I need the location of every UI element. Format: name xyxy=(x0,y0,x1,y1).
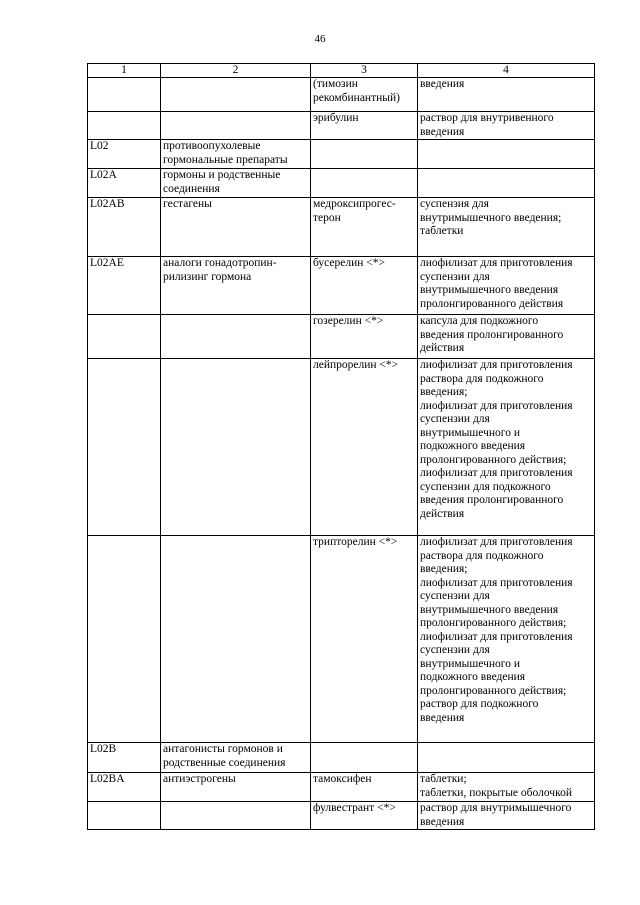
drug-name-cell: фулвестрант <*> xyxy=(311,802,418,830)
atc-code-cell xyxy=(88,78,161,112)
dosage-form-cell: раствор для внутримышечного введения xyxy=(418,802,595,830)
drug-name-cell: гозерелин <*> xyxy=(311,315,418,359)
dosage-form-cell: лиофилизат для приготовления раствора для подкожного введения; лиофилизат для приготовления суспензии для внутримышечного и подкожного введения пролонгированного действия; лиофилизат для приготовления суспензии для подкожного введения пролонгированного действия xyxy=(418,359,595,536)
column-header-1: 1 xyxy=(88,64,161,78)
page-number: 46 xyxy=(314,33,326,45)
table-row xyxy=(88,773,595,802)
atc-code-cell xyxy=(88,112,161,140)
drug-name-cell: бусерелин <*> xyxy=(311,257,418,315)
drug-name-cell xyxy=(311,169,418,198)
group-name-cell xyxy=(161,359,311,536)
drug-name-cell xyxy=(311,743,418,773)
dosage-form-cell: капсула для подкожного введения пролонгированного действия xyxy=(418,315,595,359)
group-name-cell xyxy=(161,78,311,112)
group-name-cell: гестагены xyxy=(161,198,311,257)
group-name-cell xyxy=(161,112,311,140)
atc-code-cell xyxy=(88,802,161,830)
table-header-row xyxy=(88,64,595,78)
table-row xyxy=(88,140,595,169)
table-row xyxy=(88,169,595,198)
group-name-cell: аналоги гонадотропин- рилизинг гормона xyxy=(161,257,311,315)
atc-code-cell: L02A xyxy=(88,169,161,198)
dosage-form-cell xyxy=(418,169,595,198)
group-name-cell: противоопухолевые гормональные препараты xyxy=(161,140,311,169)
table-row xyxy=(88,78,595,112)
group-name-cell: гормоны и родственные соединения xyxy=(161,169,311,198)
drug-name-cell: тамоксифен xyxy=(311,773,418,802)
drug-name-cell: трипторелин <*> xyxy=(311,536,418,743)
dosage-form-cell: введения xyxy=(418,78,595,112)
table-row xyxy=(88,112,595,140)
group-name-cell: антагонисты гормонов и родственные соединения xyxy=(161,743,311,773)
table-row xyxy=(88,743,595,773)
drug-name-cell xyxy=(311,140,418,169)
table-row xyxy=(88,257,595,315)
column-header-4: 4 xyxy=(418,64,595,78)
atc-code-cell: L02B xyxy=(88,743,161,773)
dosage-form-cell: таблетки; таблетки, покрытые оболочкой xyxy=(418,773,595,802)
table-body xyxy=(88,78,595,830)
atc-code-cell: L02AB xyxy=(88,198,161,257)
dosage-form-cell xyxy=(418,743,595,773)
drug-name-cell: эрибулин xyxy=(311,112,418,140)
dosage-form-cell xyxy=(418,140,595,169)
table-row xyxy=(88,802,595,830)
dosage-form-cell: суспензия для внутримышечного введения; таблетки xyxy=(418,198,595,257)
group-name-cell xyxy=(161,802,311,830)
group-name-cell xyxy=(161,536,311,743)
table-row xyxy=(88,536,595,743)
dosage-form-cell: раствор для внутривенного введения xyxy=(418,112,595,140)
drug-table xyxy=(87,63,595,830)
column-header-2: 2 xyxy=(161,64,311,78)
atc-code-cell: L02AE xyxy=(88,257,161,315)
dosage-form-cell: лиофилизат для приготовления раствора для подкожного введения; лиофилизат для приготовления суспензии для внутримышечного введения пролонгированного действия; лиофилизат для приготовления суспензии для внутримышечного и подкожного введения пролонгированного действия; раствор для подкожного введения xyxy=(418,536,595,743)
group-name-cell xyxy=(161,315,311,359)
atc-code-cell: L02 xyxy=(88,140,161,169)
table-row xyxy=(88,198,595,257)
dosage-form-cell: лиофилизат для приготовления суспензии для внутримышечного введения пролонгированного действия xyxy=(418,257,595,315)
drug-name-cell: (тимозин рекомбинантный) xyxy=(311,78,418,112)
atc-code-cell xyxy=(88,536,161,743)
atc-code-cell: L02BA xyxy=(88,773,161,802)
atc-code-cell xyxy=(88,315,161,359)
drug-name-cell: медроксипрогес- терон xyxy=(311,198,418,257)
column-header-3: 3 xyxy=(311,64,418,78)
table-row xyxy=(88,315,595,359)
table-row xyxy=(88,359,595,536)
drug-name-cell: лейпрорелин <*> xyxy=(311,359,418,536)
group-name-cell: антиэстрогены xyxy=(161,773,311,802)
atc-code-cell xyxy=(88,359,161,536)
